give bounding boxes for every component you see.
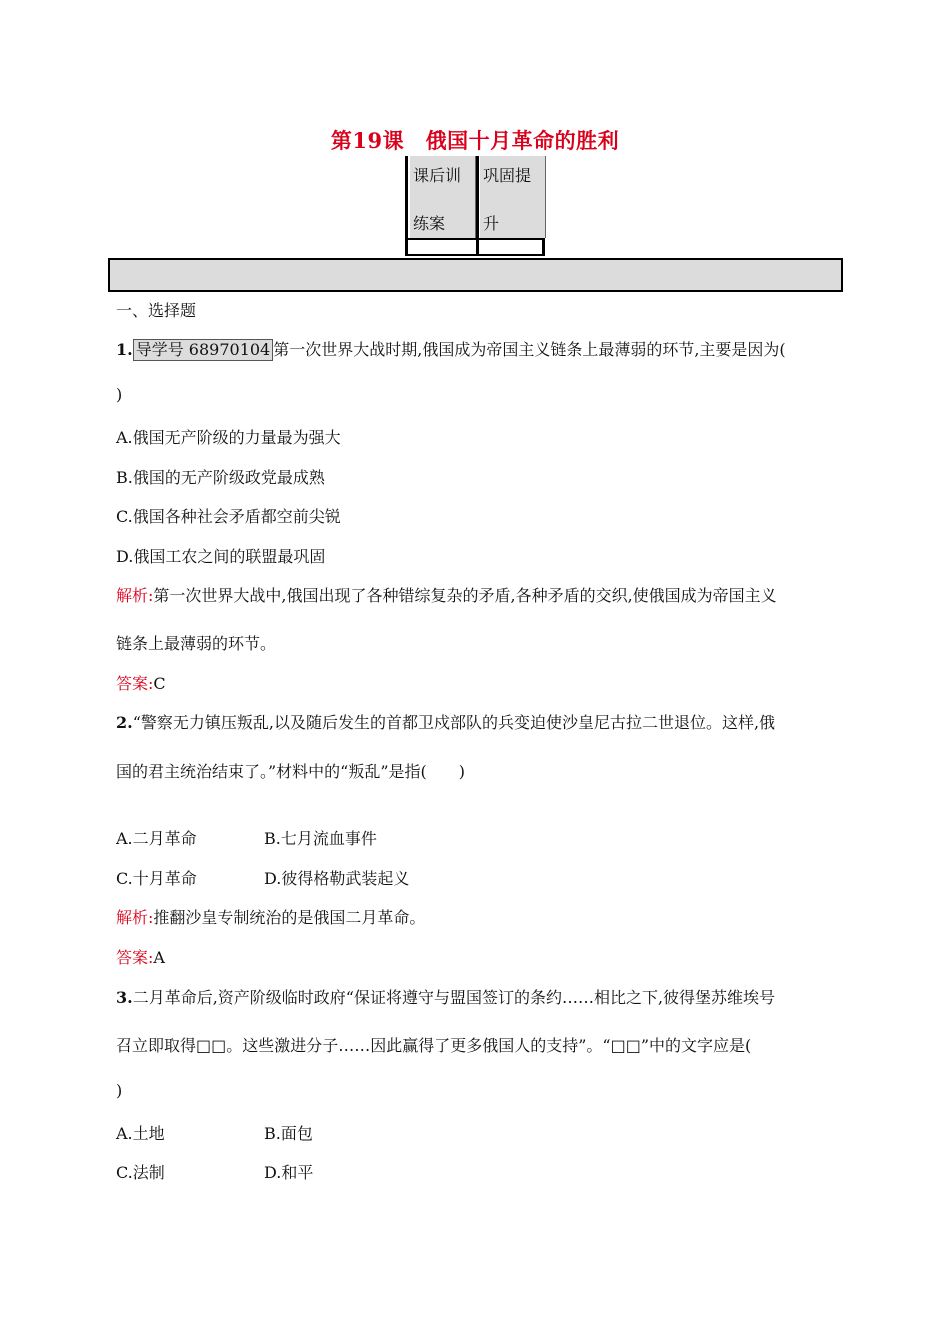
question-number: 1.	[116, 340, 133, 359]
question-1-option-a: A.俄国无产阶级的力量最为强大	[116, 428, 341, 447]
question-3-stem-end: )	[116, 1081, 123, 1100]
question-1-option-c: C.俄国各种社会矛盾都空前尖锐	[116, 507, 341, 526]
section-banner	[108, 258, 843, 292]
question-2-option-b: B.七月流血事件	[264, 829, 377, 848]
tab-label-line2: 升	[483, 214, 500, 233]
question-1-analysis	[116, 583, 777, 606]
question-1-stem	[116, 337, 786, 361]
tab-after-class-training[interactable]	[410, 156, 476, 238]
question-2-option-c: C.十月革命	[116, 869, 197, 888]
question-1-stem-end: )	[116, 385, 123, 404]
question-2-option-d: D.彼得格勒武装起义	[264, 869, 410, 888]
question-2-stem	[116, 710, 775, 733]
question-3-stem	[116, 985, 775, 1008]
tab-label-line1: 巩固提	[483, 166, 532, 185]
analysis-text: 第一次世界大战中,俄国出现了各种错综复杂的矛盾,各种矛盾的交织,使俄国成为帝国主义	[153, 586, 777, 605]
question-1-analysis-cont: 链条上最薄弱的环节。	[116, 634, 277, 653]
question-3-stem-cont: 召立即取得□□。这些激进分子……因此赢得了更多俄国人的支持”。“□□”中的文字应是(	[116, 1036, 752, 1055]
page-title: 第19课 俄国十月革命的胜利	[330, 128, 620, 153]
question-1-answer	[116, 671, 166, 694]
question-3-option-b: B.面包	[264, 1124, 313, 1143]
tab-consolidate-improve[interactable]	[480, 156, 546, 238]
answer-label: 答案:	[116, 674, 154, 693]
analysis-label: 解析:	[116, 586, 154, 605]
question-text: 第一次世界大战时期,俄国成为帝国主义链条上最薄弱的环节,主要是因为(	[273, 340, 786, 359]
question-3-option-d: D.和平	[264, 1163, 314, 1182]
tab-underline	[408, 238, 542, 240]
question-text: “警察无力镇压叛乱,以及随后发生的首都卫戍部队的兵变迫使沙皇尼古拉二世退位。这样,俄	[132, 713, 776, 732]
answer-label: 答案:	[116, 948, 154, 967]
question-2-analysis	[116, 905, 425, 928]
tab-bar	[405, 156, 545, 256]
question-3-option-c: C.法制	[116, 1163, 165, 1182]
tab-label-line2: 练案	[413, 214, 446, 233]
question-1-option-d: D.俄国工农之间的联盟最巩固	[116, 547, 326, 566]
question-number: 2.	[116, 713, 133, 732]
question-2-stem-cont: 国的君主统治结束了。”材料中的“叛乱”是指( )	[116, 762, 466, 781]
question-2-option-a: A.二月革命	[116, 829, 197, 848]
answer-value: C	[153, 674, 166, 693]
question-1-option-b: B.俄国的无产阶级政党最成熟	[116, 468, 325, 487]
question-number: 3.	[116, 988, 133, 1007]
question-2-answer	[116, 945, 165, 968]
section-heading: 一、选择题	[116, 301, 197, 320]
answer-value: A	[153, 948, 165, 967]
question-text: 二月革命后,资产阶级临时政府“保证将遵守与盟国签订的条约……相比之下,彼得堡苏维埃号	[132, 988, 776, 1007]
guide-number-badge[interactable]: 导学号 68970104	[133, 339, 274, 361]
tab-label-line1: 课后训	[413, 166, 462, 185]
question-3-option-a: A.土地	[116, 1124, 165, 1143]
analysis-label: 解析:	[116, 908, 154, 927]
analysis-text: 推翻沙皇专制统治的是俄国二月革命。	[153, 908, 426, 927]
